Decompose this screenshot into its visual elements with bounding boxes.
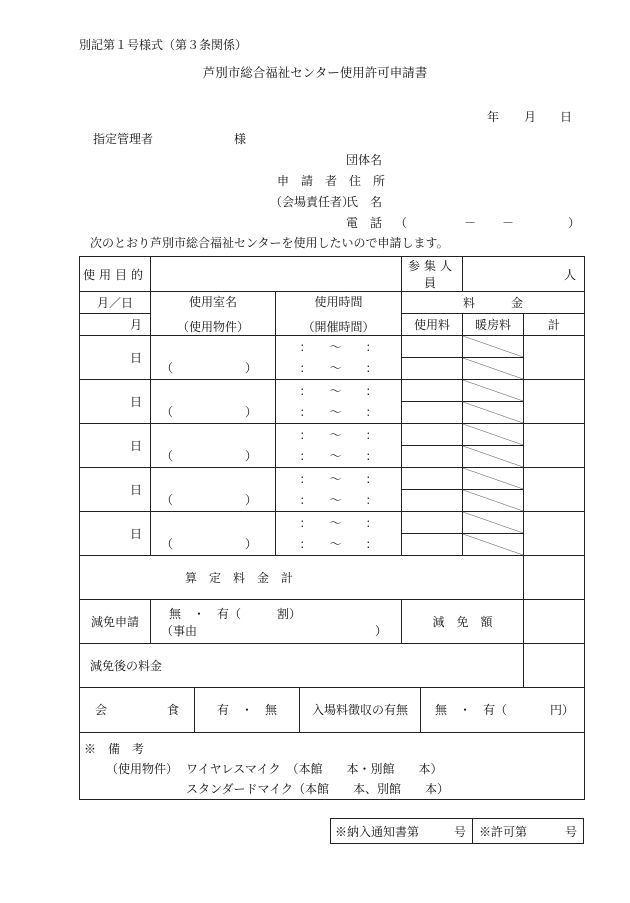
- responsible-person-label: （会場責任者）: [270, 195, 355, 209]
- phone-dash-1: －: [464, 216, 477, 230]
- day-label: 日: [129, 483, 142, 497]
- day-label: 日: [129, 439, 142, 453]
- remarks-standard-mic: スタンダードマイク（本館 本、別館 本）: [186, 782, 450, 796]
- purpose-label: 使用目的: [82, 267, 147, 282]
- room-paren-open: （: [161, 361, 174, 375]
- date-year-label: 年: [487, 110, 500, 124]
- time-slot-2: ： 〜 ：: [299, 360, 378, 375]
- day-label: 日: [129, 527, 142, 541]
- reduction-reason-label: （事由: [161, 623, 198, 638]
- col-date-top: 月／日: [80, 292, 151, 314]
- time-slot-2: ： 〜 ：: [299, 536, 378, 551]
- col-room-cell: [151, 292, 276, 336]
- usage-time-cell[interactable]: [276, 512, 402, 556]
- admission-options-cell[interactable]: [421, 688, 584, 732]
- group-name-label: 団体名: [346, 153, 383, 167]
- form-code: 別記第１号様式（第３条関係）: [79, 38, 248, 52]
- notice-number-box[interactable]: [330, 818, 473, 844]
- usage-time-cell[interactable]: [276, 424, 402, 468]
- room-paren-open: （: [161, 449, 174, 463]
- fee-total-cell[interactable]: [524, 336, 585, 380]
- usage-room-cell[interactable]: [151, 380, 276, 424]
- meal-label: 会 食: [80, 688, 195, 732]
- fee-heat-cell[interactable]: [463, 380, 524, 424]
- usage-date-cell[interactable]: [80, 468, 151, 512]
- col-room-bottom: （使用物件）: [176, 319, 249, 334]
- usage-row-4: [80, 468, 585, 512]
- reduction-options: 無 ・ 有（ 割）: [169, 606, 302, 621]
- phone-paren-close: ）: [568, 216, 581, 230]
- admission-unit: 円）: [550, 703, 575, 717]
- addressee-label: 指定管理者: [93, 132, 154, 146]
- usage-time-cell[interactable]: [276, 380, 402, 424]
- usage-room-cell[interactable]: [151, 336, 276, 380]
- name-label: 氏 名: [346, 195, 383, 209]
- remarks-item-label: （使用物件）: [106, 762, 179, 776]
- fee-use-cell[interactable]: [402, 424, 463, 468]
- time-slot-1: ： 〜 ：: [299, 339, 378, 354]
- attendees-label: 参集人員: [407, 259, 456, 290]
- time-slot-2: ： 〜 ：: [299, 492, 378, 507]
- room-paren-close: ）: [244, 361, 257, 375]
- meal-admission-row: [80, 688, 585, 733]
- fee-total-cell[interactable]: [524, 380, 585, 424]
- notice-number-label: ※納入通知書第: [335, 825, 420, 839]
- fee-total-cell[interactable]: [524, 424, 585, 468]
- computed-total-row: [80, 556, 585, 600]
- col-time-cell: [276, 292, 402, 336]
- day-label: 日: [129, 395, 142, 409]
- reduction-row: [80, 600, 585, 644]
- attendees-input-cell[interactable]: [463, 257, 585, 292]
- permit-number-label: ※許可第: [479, 825, 528, 839]
- usage-row-3: [80, 424, 585, 468]
- col-fee-total: 計: [524, 314, 585, 336]
- permit-number-box[interactable]: [472, 818, 584, 844]
- purpose-row: [80, 257, 585, 292]
- fee-total-cell[interactable]: [524, 512, 585, 556]
- phone-dash-2: －: [502, 216, 515, 230]
- day-label: 日: [129, 351, 142, 365]
- phone-label: 電 話: [346, 216, 383, 230]
- room-paren-close: ）: [244, 449, 257, 463]
- fee-heat-cell[interactable]: [463, 512, 524, 556]
- time-slot-2: ： 〜 ：: [299, 448, 378, 463]
- col-date-bottom: 月: [80, 314, 151, 336]
- usage-row-1: [80, 336, 585, 380]
- usage-date-cell[interactable]: [80, 336, 151, 380]
- date-month-label: 月: [524, 110, 537, 124]
- time-slot-1: ： 〜 ：: [299, 427, 378, 442]
- usage-date-cell[interactable]: [80, 380, 151, 424]
- room-paren-close: ）: [244, 405, 257, 419]
- col-time-bottom: （開催時間）: [302, 319, 375, 334]
- computed-total-value[interactable]: [524, 556, 585, 600]
- after-reduction-value[interactable]: [524, 644, 585, 688]
- usage-time-cell[interactable]: [276, 468, 402, 512]
- computed-total-label: 算 定 料 金 計: [185, 571, 294, 585]
- purpose-label-cell: [80, 257, 151, 292]
- usage-row-5: [80, 512, 585, 556]
- remarks-wireless-mic: ワイヤレスマイク （本館 本・別館 本）: [186, 762, 443, 776]
- reduction-options-cell[interactable]: [151, 600, 402, 644]
- usage-row-2: [80, 380, 585, 424]
- after-reduction-label-cell: [80, 644, 524, 688]
- time-slot-1: ： 〜 ：: [299, 471, 378, 486]
- room-paren-close: ）: [244, 493, 257, 507]
- phone-paren-open: （: [395, 216, 408, 230]
- admission-label: 入場料徴収の有無: [300, 688, 421, 732]
- room-paren-open: （: [161, 537, 174, 551]
- fee-heat-cell[interactable]: [463, 468, 524, 512]
- attendees-unit: 人: [564, 267, 577, 282]
- time-slot-1: ： 〜 ：: [299, 383, 378, 398]
- remarks-row: [80, 733, 585, 800]
- fee-heat-cell[interactable]: [463, 424, 524, 468]
- time-slot-2: ： 〜 ：: [299, 404, 378, 419]
- document-title: 芦別市総合福祉センター使用許可申請書: [202, 65, 428, 80]
- addressee-suffix: 様: [234, 132, 247, 146]
- after-reduction-label: 減免後の料金: [90, 659, 163, 673]
- purpose-input-cell[interactable]: [151, 257, 402, 292]
- usage-room-cell[interactable]: [151, 468, 276, 512]
- usage-room-cell[interactable]: [151, 424, 276, 468]
- permit-number-suffix: 号: [564, 825, 577, 839]
- fee-use-cell[interactable]: [402, 512, 463, 556]
- address-label: 申 請 者 住 所: [277, 174, 386, 188]
- fee-heat-cell[interactable]: [463, 336, 524, 380]
- reduction-amount-label: 減 免 額: [402, 600, 524, 644]
- meal-admission-cell: [80, 688, 585, 733]
- admission-options: 無 ・ 有（: [435, 703, 508, 717]
- date-day-label: 日: [560, 110, 573, 124]
- col-fee-heat: 暖房料: [463, 314, 524, 336]
- time-slot-1: ： 〜 ：: [299, 515, 378, 530]
- fee-total-cell[interactable]: [524, 468, 585, 512]
- remarks-title: ※ 備 考: [84, 742, 145, 756]
- col-room-top: 使用室名: [188, 294, 237, 309]
- room-paren-close: ）: [244, 537, 257, 551]
- notice-number-suffix: 号: [453, 825, 466, 839]
- reduction-amount-value[interactable]: [524, 600, 585, 644]
- computed-total-label-cell: [80, 556, 524, 600]
- room-paren-open: （: [161, 405, 174, 419]
- intro-text: 次のとおり芦別市総合福祉センターを使用したいので申請します。: [90, 236, 449, 250]
- meal-options[interactable]: 有 ・ 無: [195, 688, 300, 732]
- attendees-label-cell: [402, 257, 463, 292]
- fee-use-cell[interactable]: [402, 380, 463, 424]
- usage-date-cell[interactable]: [80, 512, 151, 556]
- col-time-top: 使用時間: [314, 294, 363, 309]
- application-table: [79, 256, 585, 800]
- usage-time-cell[interactable]: [276, 336, 402, 380]
- usage-room-cell[interactable]: [151, 512, 276, 556]
- reduction-reason-close: ）: [374, 623, 387, 638]
- col-fee: 料 金: [402, 292, 585, 314]
- usage-date-cell[interactable]: [80, 424, 151, 468]
- fee-use-cell[interactable]: [402, 468, 463, 512]
- after-reduction-row: [80, 644, 585, 688]
- room-paren-open: （: [161, 493, 174, 507]
- remarks-cell: [80, 733, 585, 800]
- col-fee-use: 使用料: [402, 314, 463, 336]
- fee-use-cell[interactable]: [402, 336, 463, 380]
- reduction-label: 減免申請: [80, 600, 151, 644]
- header-row-top: [80, 292, 585, 314]
